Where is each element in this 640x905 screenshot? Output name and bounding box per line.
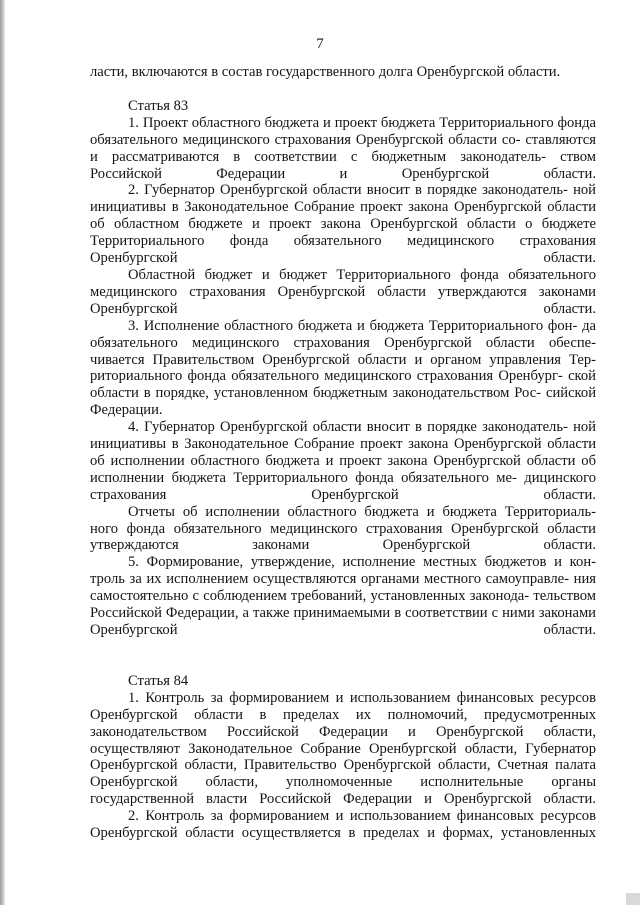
page-number: 7: [316, 36, 324, 52]
article-84-paragraph-1: 1. Контроль за формированием и использованием финансовых ресурсов Оренбургской области в пределах их полномочий, предусмотренных законодательством Российской Федерации и Оренбургской области, осуществляют Законодательное Собрание Оренбургской области, Губернатор Оренбургской области, Правительство Оренбургской области, Счетная палата Оренбургской области, уполномоченные исполнительные органы государственной власти Российской Федерации и Оренбургской области.: [90, 689, 596, 808]
article-83-paragraph-7: 5. Формирование, утверждение, исполнение местных бюджетов и кон- троль за их исполнением осуществляются органами местного самоуправле- ния самостоятельно с соблюдением требований, установленных законода- тельством Российской Федерации, а также принимаемыми в соответствии с ними законами Оренбургской области.: [90, 554, 597, 638]
article-83-paragraph-2: 2. Губернатор Оренбургской области вносит в порядке законодатель- ной инициативы в Законодательное Собрание проект закона Оренбургской области об областном бюджете и проект закона Оренбургской области о бюджете Территориального фонда обязательного медицинского страхования Оренбургской области.: [90, 182, 597, 267]
document-body: [90, 64, 596, 842]
article-83-paragraph-1: 1. Проект областного бюджета и проект бюджета Территориального фонда обязательного медицинского страхования Оренбургской области со- ставляются и рассматриваются в соответствии с бюджетным законодатель- ством Российской Федерации и Оренбургской области.: [90, 114, 596, 182]
article-83-paragraph-4: 3. Исполнение областного бюджета и бюджета Территориального фон- да обязательного медицинского страхования Оренбургской области обеспе- чивается Правительством Оренбургской области и органом управления Тер- риториального фонда обязательного медицинского страхования Оренбург- ской области в порядке, установленном бюджетным законодательством Рос- сийской Федерации.: [90, 317, 596, 419]
scan-corner-mark: [626, 893, 640, 905]
continuation-line: ласти, включаются в состав государственного долга Оренбургской области.: [90, 64, 561, 80]
article-83-paragraph-6: Отчеты об исполнении областного бюджета и бюджета Территориаль- ного фонда обязательного медицинского страхования Оренбургской области утверждаются законами Оренбургской области.: [90, 503, 596, 554]
article-83-paragraph-5: 4. Губернатор Оренбургской области вносит в порядке законодатель- ной инициативы в Законодательное Собрание проект закона Оренбургской области об исполнении областного бюджета и проект закона Оренбургской области об исполнении бюджета Территориального фонда обязательного ме- дицинского страхования Оренбургской области.: [90, 419, 597, 503]
scan-edge-shadow: [0, 0, 5, 905]
article-84-title: Статья 84: [128, 672, 189, 689]
article-84-paragraph-2: 2. Контроль за формированием и использованием финансовых ресурсов Оренбургской области осуществляется в пределах и формах, установленных: [90, 808, 596, 842]
article-83-paragraph-3: Областной бюджет и бюджет Территориального фонда обязательного медицинского страхования Оренбургской области утверждаются законами Оренбургской области.: [90, 266, 596, 317]
article-83-title: Статья 83: [128, 97, 189, 114]
